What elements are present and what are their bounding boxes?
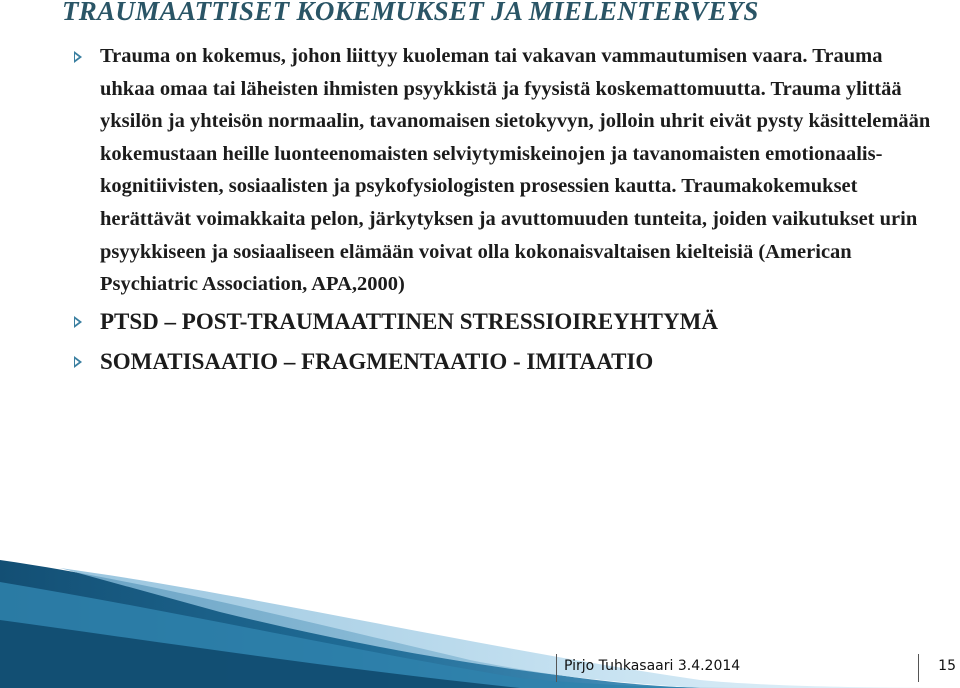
bullet-text: Trauma on kokemus, johon liittyy kuoleman tai vakavan vammautumisen vaara. Trauma uhkaa omaa tai läheisten ihmisten psyykkistä ja fyysistä koskemattomuutta. Trauma ylittää yksilön ja yhteisön normaalin, tavanomaisen sietokyvyn, jolloin uhrit eivät pysty käsittelemään kokemustaan heille luonteenomaisten selviytymiskeinojen ja tavanomaisten emotionaalis-kognitiivisten, sosiaalisten ja psykofysiologisten prosessien kautta. Traumakokemukset herättävät voimakkaita pelon, järkytyksen ja avuttomuuden tunteita, joiden vaikutukset urin psyykkiseen ja sosiaaliseen elämään voivat olla kokonaisvaltaisen kielteisiä (American Psychiatric Association, APA,2000) — [100, 45, 931, 296]
bullet-item-trauma-definition — [74, 40, 934, 301]
bullet-arrow-icon — [74, 316, 82, 328]
bullet-item-ptsd — [74, 303, 934, 341]
bullet-arrow-icon — [74, 51, 82, 63]
slide-footer — [0, 652, 960, 688]
footer-separator — [556, 654, 557, 682]
bullet-text: SOMATISAATIO – FRAGMENTAATIO - IMITAATIO — [100, 348, 654, 374]
bullet-list — [74, 40, 934, 381]
slide-title: TRAUMAATTISET KOKEMUKSET JA MIELENTERVEYS — [62, 0, 759, 26]
footer-separator — [918, 654, 919, 682]
bullet-text: PTSD – POST-TRAUMAATTINEN STRESSIOIREYHTYMÄ — [100, 308, 718, 334]
footer-author-date: Pirjo Tuhkasaari 3.4.2014 — [564, 658, 741, 674]
bullet-arrow-icon — [74, 356, 82, 368]
bullet-item-somatisaatio — [74, 343, 934, 381]
page-number: 15 — [938, 658, 956, 674]
